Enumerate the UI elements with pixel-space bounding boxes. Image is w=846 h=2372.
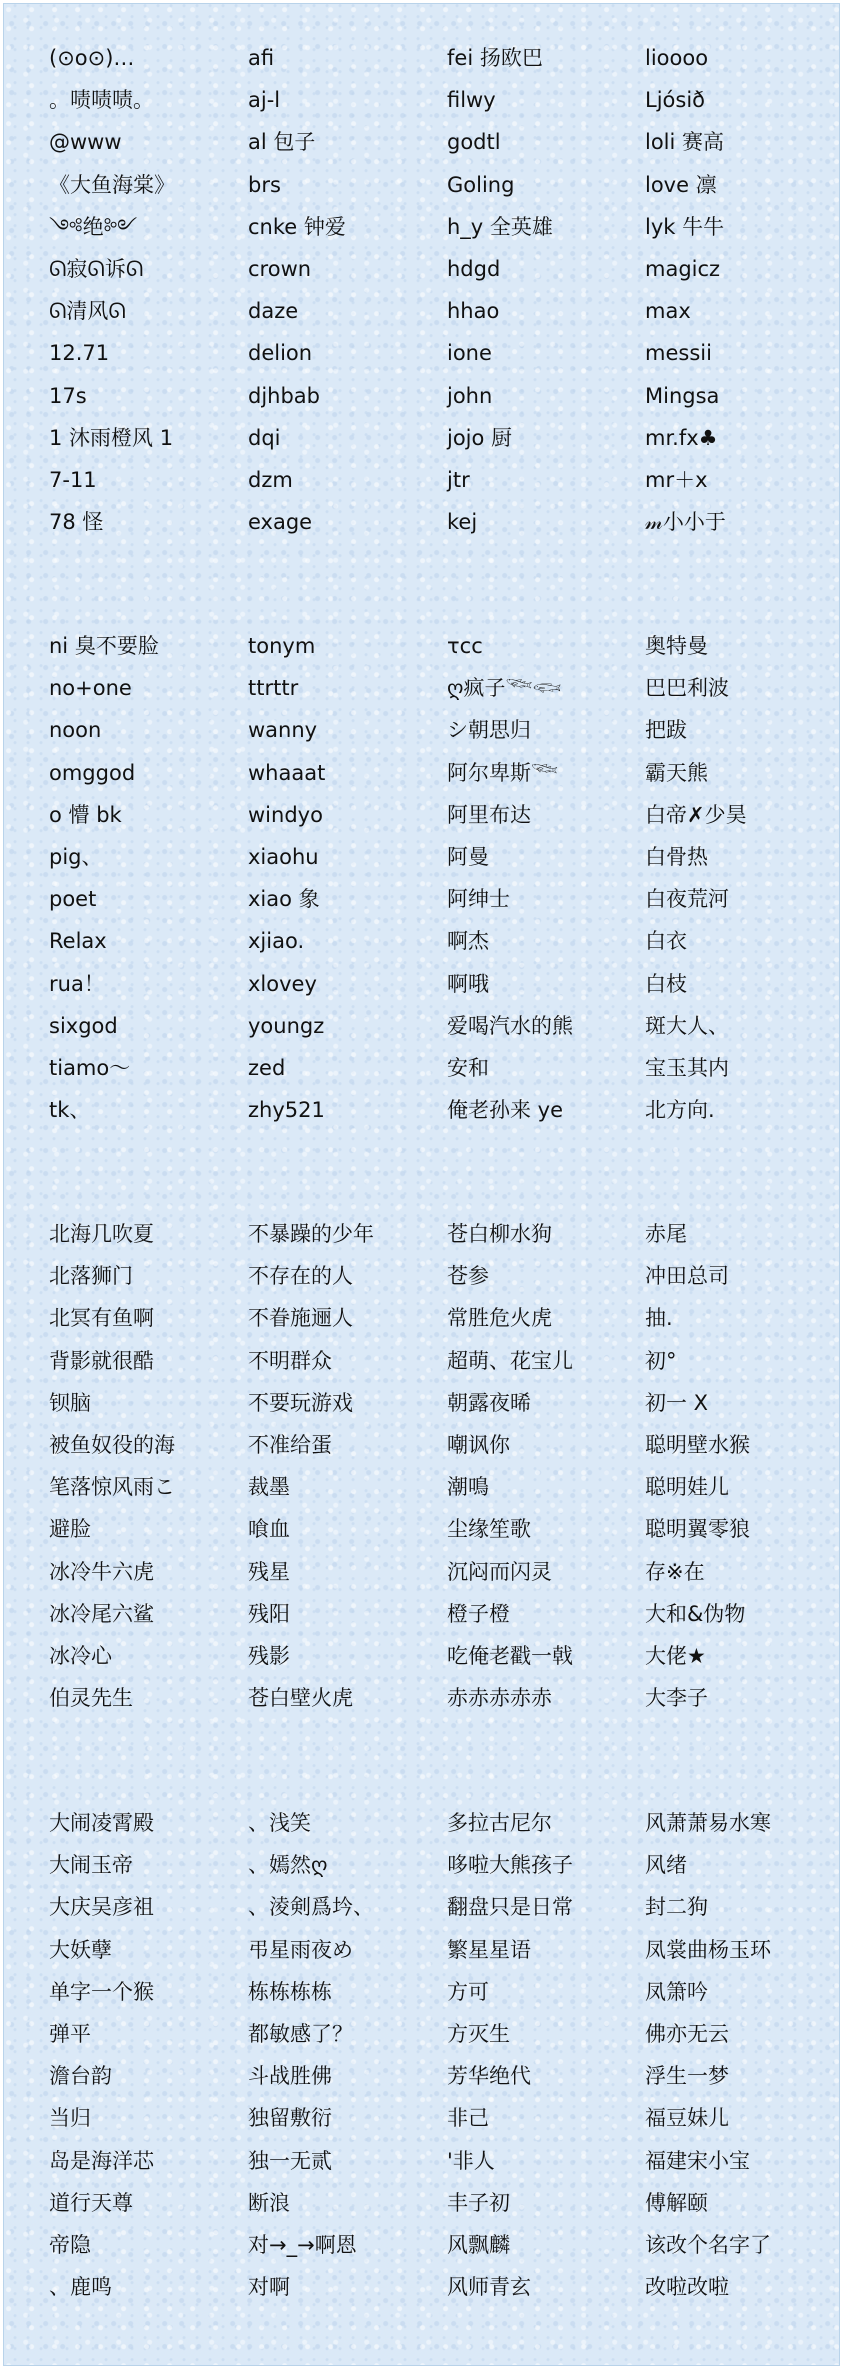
name-entry: daze <box>248 299 299 324</box>
name-entry: 尘缘笙歌 <box>447 1517 531 1542</box>
name-entry: 存※在 <box>645 1559 705 1584</box>
name-entry: xlovey <box>248 971 317 996</box>
name-row <box>4 501 839 543</box>
name-entry: 风萧萧易水寒 <box>645 1811 771 1835</box>
name-entry: 不准给蛋 <box>248 1432 332 1457</box>
name-entry: 冲田总司 <box>645 1264 729 1289</box>
name-row <box>4 1424 839 1466</box>
name-entry: Ljósið <box>645 88 706 113</box>
name-entry: o 懵 bk <box>49 802 122 827</box>
name-entry: シ朝思归 <box>447 718 531 743</box>
name-entry: 斑大人、 <box>645 1013 729 1038</box>
name-row <box>4 1593 839 1635</box>
name-entry: 朝露夜晞 <box>447 1390 531 1415</box>
name-row <box>4 709 839 751</box>
name-entry: 北落狮门 <box>49 1264 133 1289</box>
name-entry: 弹平 <box>49 2021 91 2046</box>
name-entry: 斗战胜佛 <box>248 2064 332 2089</box>
name-entry: Mingsa <box>645 383 720 408</box>
name-entry: pig、 <box>49 844 103 869</box>
name-entry: 白枝 <box>645 971 687 996</box>
name-entry: filwy <box>447 88 496 113</box>
name-entry: ni 臭不要脸 <box>49 634 159 658</box>
name-row <box>4 248 839 290</box>
name-entry: 抽. <box>645 1306 673 1331</box>
name-entry: 、鹿鸣 <box>49 2275 112 2300</box>
name-entry: 帝隐 <box>49 2232 91 2257</box>
name-entry: 阿尔卑斯𓆝 <box>447 760 559 785</box>
name-row <box>4 963 839 1005</box>
name-entry: rua！ <box>49 971 105 996</box>
name-row <box>4 1929 839 1971</box>
name-entry: 苍参 <box>447 1264 489 1289</box>
name-entry: hdgd <box>447 256 501 281</box>
name-entry: 避脸 <box>49 1517 91 1542</box>
name-entry: sixgod <box>49 1013 118 1038</box>
name-entry: windyo <box>248 802 323 827</box>
name-row <box>4 1677 839 1719</box>
name-entry: jojo 厨 <box>447 425 513 450</box>
name-entry: xjiao. <box>248 929 305 954</box>
name-entry: 北冥有鱼啊 <box>49 1306 154 1331</box>
name-entry: mr＋x <box>645 467 708 492</box>
name-entry: ione <box>447 341 492 366</box>
name-entry: 对→_→啊恩 <box>248 2232 357 2257</box>
name-entry: 风师青玄 <box>447 2275 531 2300</box>
name-entry: 赤尾 <box>645 1222 687 1246</box>
name-entry: 澹台韵 <box>49 2064 112 2089</box>
name-entry: 封二狗 <box>645 1895 708 1920</box>
name-entry: Goling <box>447 172 515 197</box>
name-entry: 冰冷心 <box>49 1643 112 1668</box>
name-row <box>4 1971 839 2013</box>
name-row <box>4 1844 839 1886</box>
name-entry: mr.fx♣ <box>645 425 718 450</box>
name-entry: loli 赛高 <box>645 130 725 155</box>
name-entry: 聪明翼零狼 <box>645 1517 750 1542</box>
name-entry: 安和 <box>447 1055 489 1080</box>
name-entry: 残影 <box>248 1643 290 1668</box>
name-entry: 凤箫吟 <box>645 1979 708 2004</box>
name-row <box>4 1466 839 1508</box>
name-entry: 翻盘只是日常 <box>447 1895 573 1920</box>
name-entry: 巴巴利波 <box>645 676 729 701</box>
name-entry: no+one <box>49 676 132 701</box>
name-entry: 弔星雨夜め <box>248 1937 353 1962</box>
name-entry: 伯灵先生 <box>49 1686 133 1711</box>
name-row <box>4 37 839 79</box>
name-entry: Relax <box>49 929 107 954</box>
name-entry: 钡脑 <box>49 1390 91 1415</box>
name-entry: 阿里布达 <box>447 802 531 827</box>
name-row <box>4 1382 839 1424</box>
name-entry: 方灭生 <box>447 2021 510 2046</box>
name-entry: 当归 <box>49 2106 91 2131</box>
name-row <box>4 2013 839 2055</box>
name-row <box>4 459 839 501</box>
name-entry: (⊙o⊙)… <box>49 46 135 70</box>
name-row <box>4 1089 839 1131</box>
name-entry: 橙子橙 <box>447 1601 510 1626</box>
name-entry: 大闹玉帝 <box>49 1853 133 1878</box>
name-entry: 风飘麟 <box>447 2232 510 2257</box>
name-entry: 霸天熊 <box>645 760 708 785</box>
name-row <box>4 1635 839 1677</box>
name-section-2 <box>4 625 839 1131</box>
name-entry: lyk 牛牛 <box>645 214 725 239</box>
name-entry: 大和&伪物 <box>645 1601 746 1626</box>
name-entry: 非己 <box>447 2106 489 2131</box>
name-entry: 苍白壁火虎 <box>248 1686 353 1711</box>
name-entry: 浮生一梦 <box>645 2064 729 2089</box>
name-row <box>4 1213 839 1255</box>
name-entry: 把跋 <box>645 718 687 743</box>
name-entry: 17s <box>49 383 87 408</box>
name-entry: 白骨热 <box>645 844 708 869</box>
name-row <box>4 752 839 794</box>
name-entry: 残星 <box>248 1559 290 1584</box>
name-entry: 被鱼奴役的海 <box>49 1432 175 1457</box>
name-entry: 风绪 <box>645 1853 687 1878</box>
name-section-3 <box>4 1213 839 1719</box>
name-entry: 聪明壁水猴 <box>645 1432 750 1457</box>
name-entry: 福建宋小宝 <box>645 2148 750 2173</box>
name-row <box>4 878 839 920</box>
name-entry: magicz <box>645 256 721 281</box>
name-entry: 岛是海洋芯 <box>49 2148 154 2173</box>
name-row <box>4 1047 839 1089</box>
name-entry: 都敏感了？ <box>248 2021 353 2046</box>
name-entry: 初° <box>645 1348 677 1373</box>
name-entry: tonym <box>248 634 316 658</box>
name-row <box>4 1886 839 1928</box>
name-entry: 傅解颐 <box>645 2190 708 2215</box>
name-entry: afi <box>248 46 275 70</box>
name-row <box>4 1802 839 1844</box>
name-entry: τcc <box>447 634 483 658</box>
name-entry: 冰冷尾六鲨 <box>49 1601 154 1626</box>
name-entry: love 凛 <box>645 172 717 197</box>
name-entry: ttrttr <box>248 676 299 701</box>
name-entry: 喰血 <box>248 1517 290 1542</box>
name-entry: 栋栋栋栋 <box>248 1979 332 2004</box>
name-entry: 聪明娃儿 <box>645 1475 729 1500</box>
name-entry: messii <box>645 341 712 366</box>
name-entry: dzm <box>248 467 293 492</box>
name-entry: max <box>645 299 691 324</box>
name-row <box>4 1340 839 1382</box>
name-entry: 白帝✗少昊 <box>645 802 747 827</box>
name-section-4 <box>4 1802 839 2308</box>
name-entry: crown <box>248 256 312 281</box>
name-section-1 <box>4 37 839 543</box>
name-entry: 爱喝汽水的熊 <box>447 1013 573 1038</box>
name-entry: 改啦改啦 <box>645 2275 729 2300</box>
name-entry: delion <box>248 341 313 366</box>
name-entry: exage <box>248 510 313 535</box>
name-entry: 笔落惊风雨こ <box>49 1475 175 1500</box>
name-row <box>4 1508 839 1550</box>
name-entry: 断浪 <box>248 2190 290 2215</box>
name-entry: 哆啦大熊孩子 <box>447 1853 573 1878</box>
name-row <box>4 625 839 667</box>
name-entry: 北方向. <box>645 1098 715 1123</box>
name-entry: tk、 <box>49 1098 91 1123</box>
name-entry: 苍白柳水狗 <box>447 1222 552 1246</box>
name-entry: 不明群众 <box>248 1348 332 1373</box>
name-row <box>4 2055 839 2097</box>
name-entry: 佛亦无云 <box>645 2021 729 2046</box>
name-entry: 常胜危火虎 <box>447 1306 552 1331</box>
name-entry: 俺老孙来 ye <box>447 1098 564 1123</box>
name-entry: zhy521 <box>248 1098 325 1123</box>
name-entry: 白衣 <box>645 929 687 954</box>
name-entry: 。啧啧啧。 <box>49 88 154 113</box>
name-row <box>4 836 839 878</box>
name-entry: 北海几吹夏 <box>49 1222 154 1246</box>
name-entry: cnke 钟爱 <box>248 214 346 239</box>
name-entry: ᘏ寂ᘏ诉ᘏ <box>49 256 144 281</box>
name-entry: brs <box>248 172 281 197</box>
name-entry: 宝玉其内 <box>645 1055 729 1080</box>
name-entry: 不暴躁的少年 <box>248 1222 374 1246</box>
name-row <box>4 290 839 332</box>
name-entry: 对啊 <box>248 2275 290 2300</box>
name-entry: aj-l <box>248 88 281 113</box>
name-entry: poet <box>49 887 97 912</box>
name-row <box>4 1551 839 1593</box>
name-row <box>4 332 839 374</box>
name-entry: omggod <box>49 760 136 785</box>
name-entry: jtr <box>447 467 470 492</box>
name-entry: 啊哦 <box>447 971 489 996</box>
name-entry: 大李子 <box>645 1686 708 1711</box>
name-row <box>4 2097 839 2139</box>
name-entry: 方可 <box>447 1979 489 2004</box>
name-entry: 福豆妹儿 <box>645 2106 729 2131</box>
name-entry: 繁星星语 <box>447 1937 531 1962</box>
name-entry: 凤裳曲杨玉环 <box>645 1937 771 1962</box>
name-entry: ༺绝༻ <box>49 214 138 239</box>
name-row <box>4 794 839 836</box>
name-entry: godtl <box>447 130 501 155</box>
name-entry: xiao 象 <box>248 887 320 912</box>
name-entry: 多拉古尼尔 <box>447 1811 552 1835</box>
name-row <box>4 375 839 417</box>
name-entry: h_y 全英雄 <box>447 214 553 239</box>
name-entry: 、浅笑 <box>248 1811 311 1835</box>
name-entry: kej <box>447 510 478 535</box>
name-row <box>4 1255 839 1297</box>
name-entry: 独一无贰 <box>248 2148 332 2173</box>
name-row <box>4 2140 839 2182</box>
name-row <box>4 2182 839 2224</box>
name-entry: 阿曼 <box>447 844 489 869</box>
name-entry: 《大鱼海棠》 <box>49 172 175 197</box>
name-entry: ᘏ清风ᘏ <box>49 299 126 324</box>
name-entry: 丰子初 <box>447 2190 510 2215</box>
name-entry: zed <box>248 1055 286 1080</box>
name-entry: 、淩剣爲坅、 <box>248 1895 374 1920</box>
name-entry: tiamo～ <box>49 1055 131 1080</box>
name-entry: 独留敷衍 <box>248 2106 332 2131</box>
name-entry: 𝓂小小于 <box>645 510 726 535</box>
name-entry: 该改个名字了 <box>645 2232 771 2257</box>
name-entry: john <box>447 383 493 408</box>
name-entry: 芳华绝代 <box>447 2064 531 2089</box>
name-entry: 大庆吴彦祖 <box>49 1895 154 1920</box>
name-row <box>4 2266 839 2308</box>
name-entry: whaaat <box>248 760 326 785</box>
name-row <box>4 164 839 206</box>
name-row <box>4 79 839 121</box>
name-entry: youngz <box>248 1013 325 1038</box>
name-entry: lioooo <box>645 46 709 70</box>
name-entry: 沉闷而闪灵 <box>447 1559 552 1584</box>
name-row <box>4 667 839 709</box>
name-entry: 裁墨 <box>248 1475 290 1500</box>
name-entry: 1 沐雨橙风 1 <box>49 425 174 450</box>
name-row <box>4 1005 839 1047</box>
name-entry: 赤赤赤赤赤 <box>447 1686 552 1711</box>
name-entry: 78 怪 <box>49 510 104 535</box>
name-entry: 单字一个猴 <box>49 1979 154 2004</box>
name-entry: 潮鳴 <box>447 1475 489 1500</box>
name-row <box>4 2224 839 2266</box>
name-entry: @www <box>49 130 122 155</box>
name-entry: 道行天尊 <box>49 2190 133 2215</box>
name-entry: 背影就很酷 <box>49 1348 154 1373</box>
name-entry: 初一 X <box>645 1390 709 1415</box>
name-row <box>4 920 839 962</box>
name-row <box>4 1297 839 1339</box>
name-entry: 大闹凌霄殿 <box>49 1811 154 1835</box>
name-entry: 奥特曼 <box>645 634 708 658</box>
name-entry: 啊杰 <box>447 929 489 954</box>
name-entry: wanny <box>248 718 318 743</box>
name-entry: 白夜荒河 <box>645 887 729 912</box>
name-entry: 残阳 <box>248 1601 290 1626</box>
name-entry: 不存在的人 <box>248 1264 353 1289</box>
name-list-panel <box>3 3 840 2366</box>
name-entry: '非人 <box>447 2148 495 2173</box>
name-entry: fei 扬欧巴 <box>447 46 543 70</box>
name-row <box>4 121 839 163</box>
name-entry: 大佬★ <box>645 1643 706 1668</box>
name-entry: dqi <box>248 425 281 450</box>
name-entry: 不眷施逦人 <box>248 1306 353 1331</box>
name-entry: 、嫣然ღ <box>248 1853 328 1878</box>
name-row <box>4 417 839 459</box>
name-entry: 阿绅士 <box>447 887 510 912</box>
name-entry: 冰冷牛六虎 <box>49 1559 154 1584</box>
name-row <box>4 206 839 248</box>
name-entry: 嘲讽你 <box>447 1432 510 1457</box>
name-entry: 12.71 <box>49 341 110 366</box>
name-entry: hhao <box>447 299 500 324</box>
name-entry: noon <box>49 718 102 743</box>
name-entry: 大妖孽 <box>49 1937 112 1962</box>
name-entry: 不要玩游戏 <box>248 1390 353 1415</box>
name-entry: xiaohu <box>248 844 319 869</box>
name-entry: djhbab <box>248 383 321 408</box>
name-entry: ღ疯子𓆝𓆟 <box>447 676 562 701</box>
name-entry: al 包子 <box>248 130 316 155</box>
name-entry: 吃俺老戳一戟 <box>447 1643 573 1668</box>
name-entry: 7-11 <box>49 467 97 492</box>
name-entry: 超萌、花宝儿 <box>447 1348 573 1373</box>
